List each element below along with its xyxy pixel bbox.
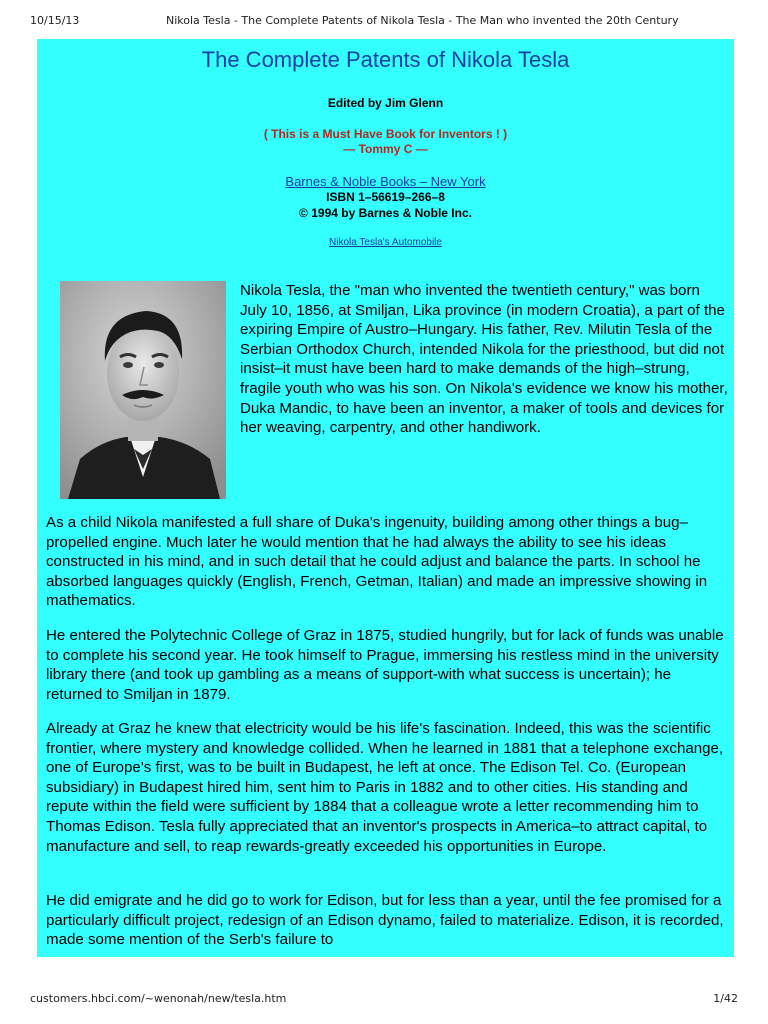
publisher-line [37,174,734,189]
paragraph-childhood: As a child Nikola manifested a full share of Duka's ingenuity, building among other things a bug–propelled engine. Much later he would mention that he had always the ability to see his ideas constructed in his mind, and in such detail that he could adjust and balance the parts. In school he absorbed languages quickly (English, French, Getman, Italian) and made an impressive showing in mathematics. [46,514,708,610]
automobile-line [37,237,734,248]
paragraph-electricity: Already at Graz he knew that electricity would be his life's fascination. Indeed, this was the scientific frontier, where mystery and knowledge collided. When he learned in 1881 that a telephone exchange, one of Europe's first, was to be built in Budapest, he left at once. The Edison Tel. Co. (European subsidiary) in Budapest hired him, sent him to Paris in 1882 and to other cities. His standing and repute within the field were sufficient by 1884 that a colleague wrote a letter recommending him to Thomas Edison. Tesla fully appreciated that an inventor's prospects in America–to attract capital, to manufacture and sell, to reap rewards-greatly exceeded his opportunities in Europe. [46,720,724,855]
print-date: 10/15/13 [30,14,80,27]
publisher-link[interactable]: Barnes & Noble Books – New York [285,174,486,189]
paragraph-education: He entered the Polytechnic College of Graz in 1875, studied hungrily, but for lack of funds was unable to complete his second year. He took himself to Prague, immersing his restless mind in the university library there (and took up gambling as a means of support-with what success is uncertain); he returned to Smiljan in 1879. [46,627,724,703]
print-page-title: Nikola Tesla - The Complete Patents of Nikola Tesla - The Man who invented the 20th Century [166,14,679,27]
recommendation-tagline: ( This is a Must Have Book for Inventors ! ) [263,127,508,141]
automobile-link[interactable]: Nikola Tesla's Automobile [329,237,442,248]
recommendation-signature: — Tommy C — [343,142,428,156]
print-page-number: 1/42 [713,992,738,1005]
intro-paragraph: Nikola Tesla, the "man who invented the twentieth century," was born July 10, 1856, at Smiljan, Lika province (in modern Croatia), a part of the expiring Empire of Austro–Hungary. His father, Rev. Milutin Tesla of the Serbian Orthodox Church, intended Nikola for the priesthood, but did not insist–it must have been hard to make demands of the high–strung, fragile youth who was his son. On Nikola's evidence we know his mother, Duka Mandic, to have been an inventor, a maker of tools and devices for her weaving, carpentry, and other handiwork. [240,282,728,437]
content-panel [37,39,734,957]
isbn-line: ISBN 1–56619–266–8 [326,190,445,204]
tesla-portrait [60,281,226,499]
tesla-portrait-photo-icon [60,281,226,499]
copyright-line: © 1994 by Barnes & Noble Inc. [299,206,472,220]
editor-credit: Edited by Jim Glenn [327,96,444,110]
book-title: The Complete Patents of Nikola Tesla [201,47,570,72]
print-url: customers.hbci.com/~wenonah/new/tesla.htm [30,992,287,1005]
paragraph-edison: He did emigrate and he did go to work for Edison, but for less than a year, until the fee promised for a particularly difficult project, redesign of an Edison dynamo, failed to materialize. Edison, it is recorded, made some mention of the Serb's failure to [46,892,724,949]
print-header [30,14,738,30]
